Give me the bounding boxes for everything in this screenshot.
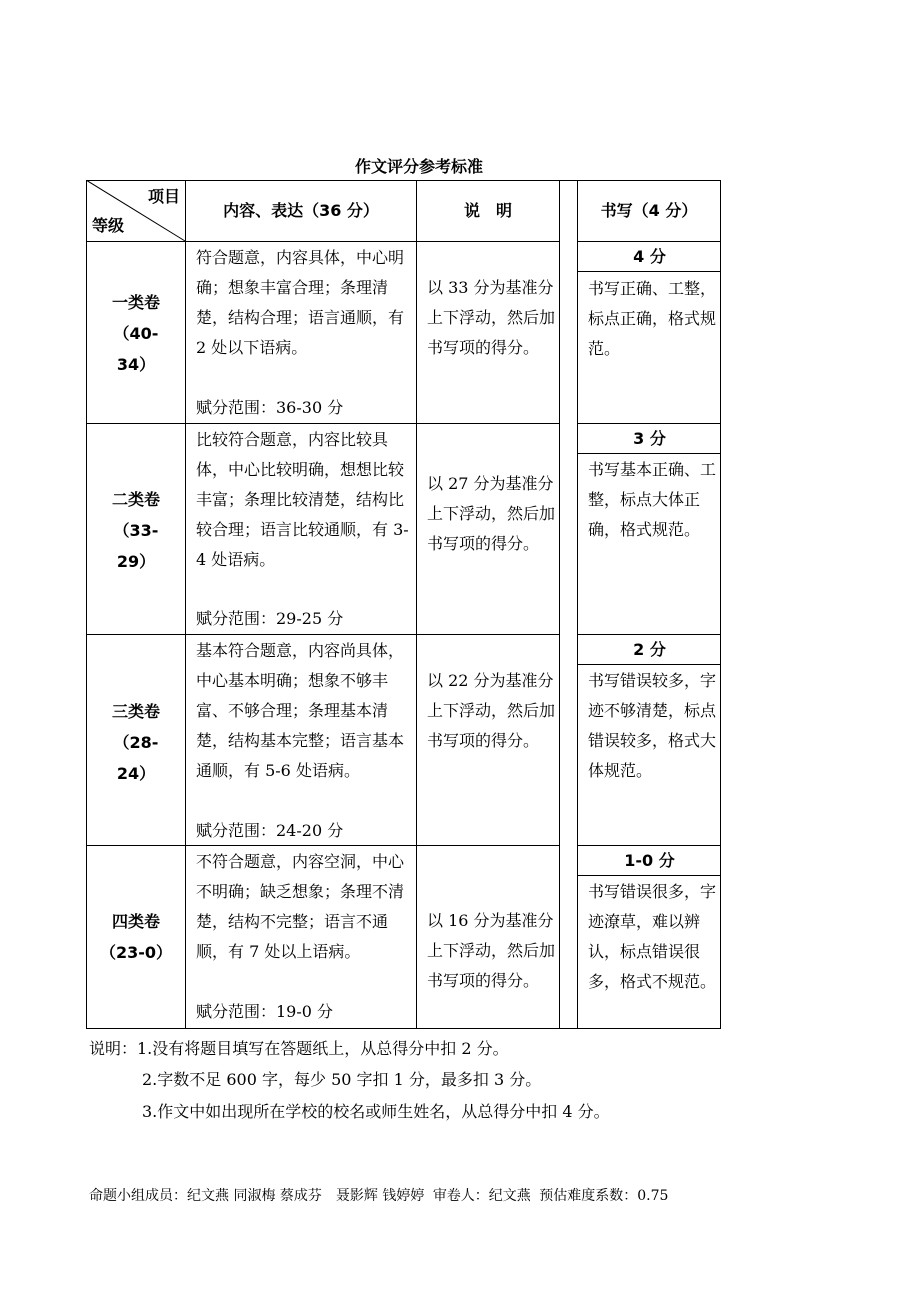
- explain-1: 以 33 分为基准分上下浮动，然后加书写项的得分。: [427, 278, 556, 357]
- header-item-label: 项目: [147, 187, 180, 206]
- writing-desc-4: 书写错误很多，字迹潦草，难以辨认，标点错误很多，格式不规范。: [588, 882, 717, 991]
- content-3: 基本符合题意，内容尚具体，中心基本明确；想象不够丰富、不够合理；条理基本清楚，结构基本完整；语言基本通顺，有 5-6 处语病。: [196, 641, 405, 780]
- header-writing-label: 书写（4 分）: [600, 201, 698, 220]
- grade-range: 34）: [116, 355, 156, 374]
- grade-range: （23-0）: [99, 943, 173, 962]
- header-content-label: 内容、表达（36 分）: [223, 201, 379, 220]
- explain-3: 以 22 分为基准分上下浮动，然后加书写项的得分。: [427, 671, 556, 750]
- grade-name: 二类卷: [111, 490, 160, 509]
- explain-2: 以 27 分为基准分上下浮动，然后加书写项的得分。: [427, 474, 556, 553]
- writing-desc-2: 书写基本正确、工整，标点大体正确，格式规范。: [588, 460, 717, 539]
- grade-2: [87, 484, 185, 577]
- writing-score-3: 2 分: [633, 640, 666, 659]
- content-1: 符合题意，内容具体，中心明确；想象丰富合理；条理清楚，结构合理；语言通顺，有 2 处以下语病。: [196, 248, 405, 357]
- footer-reviewer: 审卷人：纪文燕: [432, 1188, 531, 1204]
- explain-4: 以 16 分为基准分上下浮动，然后加书写项的得分。: [427, 911, 556, 990]
- score-range-4: 赋分范围：19-0 分: [196, 1002, 334, 1021]
- grade-range: 24）: [116, 764, 156, 783]
- grade-range: （33-: [113, 521, 159, 540]
- writing-score-4: 1-0 分: [624, 851, 675, 870]
- note-3: 3.作文中如出现所在学校的校名或师生姓名，从总得分中扣 4 分。: [142, 1102, 610, 1121]
- grade-3: [87, 696, 185, 789]
- grade-range: 29）: [116, 552, 156, 571]
- note-2: 2.字数不足 600 字，每少 50 字扣 1 分，最多扣 3 分。: [142, 1070, 542, 1089]
- score-range-1: 赋分范围：36-30 分: [196, 398, 344, 417]
- grade-name: 三类卷: [111, 702, 160, 721]
- grade-4: [87, 906, 185, 968]
- grade-range: （40-: [113, 324, 159, 343]
- page-title: 作文评分参考标准: [354, 157, 483, 176]
- writing-desc-1: 书写正确、工整，标点正确，格式规范。: [588, 279, 717, 358]
- grade-1: [87, 287, 185, 380]
- grade-range: （28-: [113, 733, 159, 752]
- content-4: 不符合题意，内容空洞，中心不明确；缺乏想象；条理不清楚，结构不完整；语言不通顺，有 7 处以上语病。: [196, 852, 405, 961]
- grade-name: 一类卷: [111, 293, 160, 312]
- note-1: 说明：1.没有将题目填写在答题纸上，从总得分中扣 2 分。: [89, 1039, 509, 1058]
- footer-difficulty: 预估难度系数：0.75: [539, 1188, 669, 1204]
- score-range-2: 赋分范围：29-25 分: [196, 609, 344, 628]
- footer: [89, 1186, 672, 1206]
- header-explain-label: 说 明: [463, 201, 512, 220]
- writing-score-1: 4 分: [633, 247, 666, 266]
- content-2: 比较符合题意，内容比较具体，中心比较明确，想想比较丰富；条理比较清楚，结构比较合理；语言比较通顺，有 3-4 处语病。: [196, 430, 409, 569]
- footer-group-members: 命题小组成员：纪文燕 同淑梅 蔡成芬 聂影辉 钱婷婷: [89, 1188, 425, 1204]
- grade-name: 四类卷: [111, 912, 160, 931]
- score-range-3: 赋分范围：24-20 分: [196, 821, 344, 840]
- writing-score-2: 3 分: [633, 429, 666, 448]
- header-grade-label: 等级: [92, 216, 125, 235]
- writing-desc-3: 书写错误较多，字迹不够清楚，标点错误较多，格式大体规范。: [588, 671, 717, 780]
